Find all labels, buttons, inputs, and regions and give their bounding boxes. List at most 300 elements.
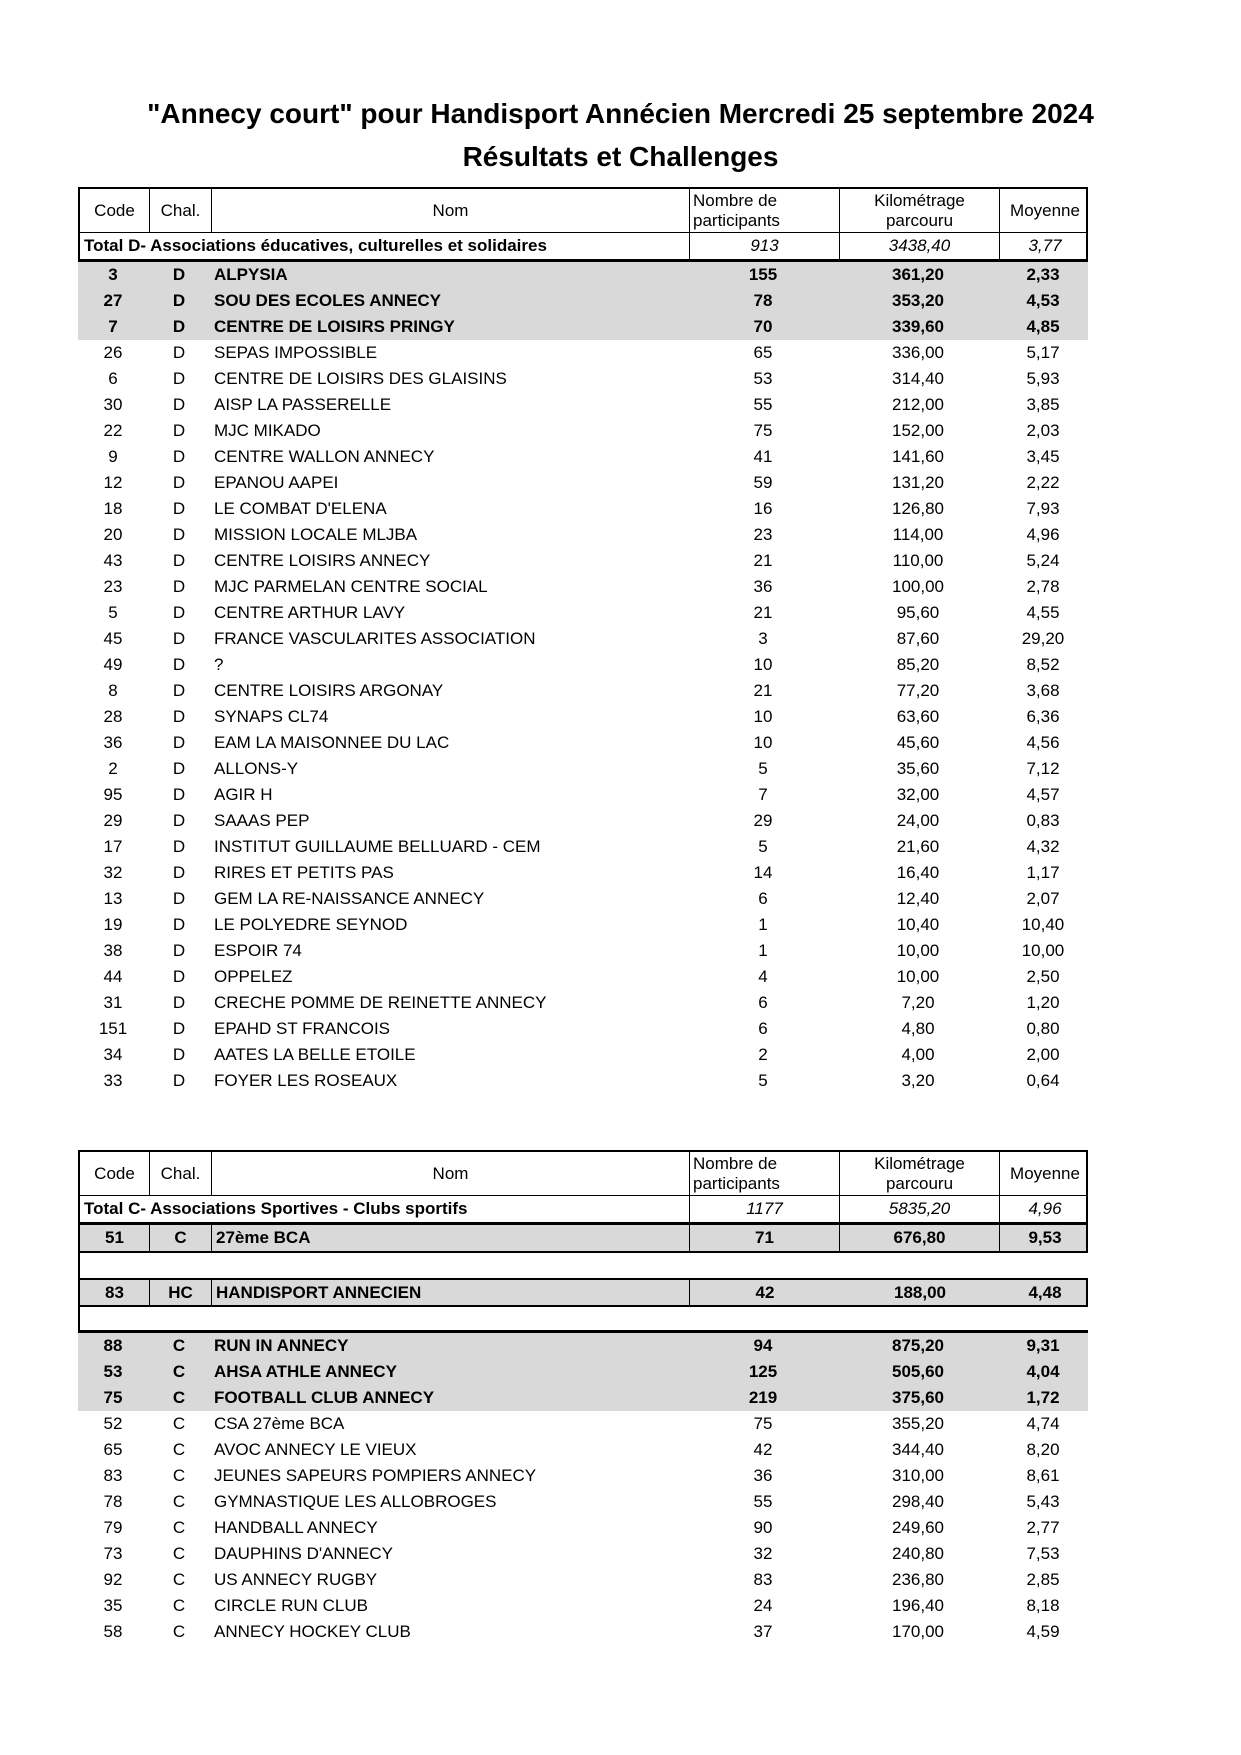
cell-moyenne: 4,85	[1026, 317, 1060, 336]
cell-chal: D	[172, 603, 186, 622]
cell-kilometrage: 339,60	[892, 317, 944, 336]
cell-nom: FRANCE VASCULARITES ASSOCIATION	[214, 629, 536, 648]
total-moyenne: 3,77	[1028, 236, 1062, 255]
table-row	[78, 496, 1088, 522]
cell-moyenne: 3,45	[1026, 447, 1060, 466]
cell-participants: 21	[753, 681, 773, 700]
cell-moyenne: 4,59	[1026, 1622, 1060, 1641]
cell-kilometrage: 21,60	[896, 837, 940, 856]
table-row	[78, 1016, 1088, 1042]
cell-code: 35	[103, 1596, 123, 1615]
cell-kilometrage: 87,60	[896, 629, 940, 648]
total-participants: 1177	[690, 1196, 840, 1222]
cell-participants: 3	[758, 629, 768, 648]
cell-participants: 10	[753, 707, 773, 726]
table-row	[78, 366, 1088, 392]
cell-code: 2	[108, 759, 118, 778]
cell-nom: RIRES ET PETITS PAS	[214, 863, 394, 882]
column-header-kilometrage	[840, 1152, 1000, 1195]
cell-kilometrage: 188,00	[894, 1283, 946, 1302]
cell-moyenne: 5,17	[1026, 343, 1060, 362]
cell-participants: 37	[753, 1622, 773, 1641]
cell-chal: D	[172, 681, 186, 700]
table-row	[78, 626, 1088, 652]
table-row	[78, 1042, 1088, 1068]
cell-nom: CENTRE WALLON ANNECY	[214, 447, 435, 466]
cell-participants: 94	[753, 1336, 773, 1355]
cell-nom: HANDBALL ANNECY	[214, 1518, 378, 1537]
cell-code: 45	[103, 629, 123, 648]
table-total-row	[78, 1196, 1088, 1225]
cell-chal: C	[172, 1622, 186, 1641]
cell-moyenne: 8,18	[1026, 1596, 1060, 1615]
cell-nom: DAUPHINS D'ANNECY	[214, 1544, 393, 1563]
cell-nom: AGIR H	[214, 785, 273, 804]
cell-chal: C	[172, 1388, 186, 1407]
cell-participants: 21	[753, 551, 773, 570]
table-clubs-sportifs	[78, 1150, 1088, 1645]
cell-kilometrage: 85,20	[896, 655, 940, 674]
column-header-participants	[690, 189, 840, 232]
table-row	[78, 1515, 1088, 1541]
cell-moyenne: 2,77	[1026, 1518, 1060, 1537]
cell-code: 29	[103, 811, 123, 830]
cell-moyenne: 2,00	[1026, 1045, 1060, 1064]
cell-moyenne: 5,24	[1026, 551, 1060, 570]
table-row	[78, 1619, 1088, 1645]
cell-participants: 125	[748, 1362, 778, 1381]
cell-nom: ESPOIR 74	[214, 941, 302, 960]
table-row	[78, 444, 1088, 470]
cell-participants: 14	[753, 863, 773, 882]
cell-participants: 5	[758, 837, 768, 856]
cell-nom: MJC PARMELAN CENTRE SOCIAL	[214, 577, 488, 596]
cell-participants: 53	[753, 369, 773, 388]
cell-chal: D	[172, 317, 186, 336]
table-row	[78, 1333, 1088, 1359]
cell-kilometrage: 16,40	[896, 863, 940, 882]
cell-chal: D	[172, 499, 186, 518]
cell-chal: D	[172, 941, 186, 960]
table-row	[78, 1068, 1088, 1094]
cell-chal: D	[172, 889, 186, 908]
cell-nom: EPANOU AAPEI	[214, 473, 339, 492]
column-header-code: Code	[80, 189, 150, 232]
cell-participants: 10	[753, 733, 773, 752]
cell-moyenne: 0,80	[1026, 1019, 1060, 1038]
cell-participants: 4	[758, 967, 768, 986]
cell-participants: 24	[753, 1596, 773, 1615]
cell-code: 19	[103, 915, 123, 934]
cell-nom: 27ème BCA	[212, 1225, 690, 1251]
cell-nom: CRECHE POMME DE REINETTE ANNECY	[214, 993, 547, 1012]
cell-code: 33	[103, 1071, 123, 1090]
cell-moyenne: 6,36	[1026, 707, 1060, 726]
cell-code: 83	[103, 1466, 123, 1485]
cell-chal: D	[172, 395, 186, 414]
cell-nom: SYNAPS CL74	[214, 707, 329, 726]
column-header-participants-line2: participants	[693, 210, 780, 230]
cell-nom: AATES LA BELLE ETOILE	[214, 1045, 416, 1064]
cell-code: 151	[98, 1019, 128, 1038]
cell-participants: 75	[753, 1414, 773, 1433]
cell-participants: 42	[753, 1440, 773, 1459]
cell-chal: D	[172, 447, 186, 466]
cell-participants: 75	[753, 421, 773, 440]
cell-chal: D	[172, 291, 186, 310]
table-row	[78, 834, 1088, 860]
cell-chal: C	[172, 1362, 186, 1381]
column-header-participants-line2: participants	[693, 1173, 780, 1193]
cell-kilometrage: 12,40	[896, 889, 940, 908]
table-row	[78, 756, 1088, 782]
cell-code: 7	[108, 317, 118, 336]
cell-moyenne: 4,55	[1026, 603, 1060, 622]
table-row	[78, 990, 1088, 1016]
cell-nom: ALLONS-Y	[214, 759, 299, 778]
cell-nom: SEPAS IMPOSSIBLE	[214, 343, 378, 362]
cell-kilometrage: 95,60	[896, 603, 940, 622]
cell-moyenne: 4,04	[1026, 1362, 1060, 1381]
cell-code: 34	[103, 1045, 123, 1064]
cell-code: 26	[103, 343, 123, 362]
cell-moyenne: 2,50	[1026, 967, 1060, 986]
cell-moyenne: 4,48	[1028, 1283, 1062, 1302]
cell-kilometrage: 212,00	[892, 395, 944, 414]
cell-kilometrage: 10,00	[896, 941, 940, 960]
table-row	[78, 1463, 1088, 1489]
cell-nom: SAAAS PEP	[214, 811, 310, 830]
cell-code: 79	[103, 1518, 123, 1537]
cell-moyenne: 8,20	[1026, 1440, 1060, 1459]
table-row	[78, 1489, 1088, 1515]
table-row	[78, 600, 1088, 626]
cell-chal: D	[172, 265, 186, 284]
column-header-chal: Chal.	[150, 189, 212, 232]
cell-nom: LE COMBAT D'ELENA	[214, 499, 387, 518]
cell-chal: C	[172, 1336, 186, 1355]
cell-participants: 10	[753, 655, 773, 674]
cell-chal: D	[172, 421, 186, 440]
cell-code: 36	[103, 733, 123, 752]
cell-chal: D	[172, 1071, 186, 1090]
cell-participants: 78	[753, 291, 773, 310]
cell-code: 6	[108, 369, 118, 388]
cell-nom: ANNECY HOCKEY CLUB	[214, 1622, 411, 1641]
column-header-participants-line1: Nombre de	[693, 190, 778, 210]
table-row	[78, 938, 1088, 964]
cell-moyenne: 0,64	[1026, 1071, 1060, 1090]
cell-chal: C	[172, 1570, 186, 1589]
cell-chal: D	[172, 915, 186, 934]
cell-code: 8	[108, 681, 118, 700]
cell-chal: D	[172, 993, 186, 1012]
cell-participants: 6	[758, 889, 768, 908]
cell-chal: D	[172, 525, 186, 544]
cell-participants: 7	[758, 785, 768, 804]
cell-kilometrage: 505,60	[892, 1362, 944, 1381]
column-header-nom: Nom	[212, 1152, 690, 1195]
cell-participants: 1	[758, 941, 768, 960]
cell-chal: D	[172, 785, 186, 804]
table-row	[78, 704, 1088, 730]
table-row	[78, 1385, 1088, 1411]
cell-chal: C	[172, 1414, 186, 1433]
table-row	[78, 730, 1088, 756]
table-row	[78, 574, 1088, 600]
cell-nom: FOYER LES ROSEAUX	[214, 1071, 398, 1090]
column-header-kilometrage	[840, 189, 1000, 232]
cell-moyenne: 4,57	[1026, 785, 1060, 804]
cell-moyenne: 3,85	[1026, 395, 1060, 414]
cell-moyenne: 2,22	[1026, 473, 1060, 492]
cell-moyenne: 2,78	[1026, 577, 1060, 596]
cell-moyenne: 7,12	[1026, 759, 1060, 778]
cell-nom: OPPELEZ	[214, 967, 293, 986]
cell-code: 9	[108, 447, 118, 466]
column-header-participants-line1: Nombre de	[693, 1153, 778, 1173]
table-row	[78, 340, 1088, 366]
cell-code: 52	[103, 1414, 123, 1433]
cell-participants: 32	[753, 1544, 773, 1563]
cell-kilometrage: 353,20	[892, 291, 944, 310]
cell-code: 17	[103, 837, 123, 856]
cell-participants: 6	[758, 993, 768, 1012]
cell-chal: D	[172, 577, 186, 596]
cell-kilometrage: 32,00	[896, 785, 940, 804]
cell-kilometrage: 298,40	[892, 1492, 944, 1511]
cell-participants: 55	[753, 395, 773, 414]
cell-chal: HC	[150, 1280, 212, 1305]
cell-kilometrage: 236,80	[892, 1570, 944, 1589]
table-row	[78, 782, 1088, 808]
table-row	[78, 548, 1088, 574]
cell-moyenne: 7,93	[1026, 499, 1060, 518]
cell-nom: JEUNES SAPEURS POMPIERS ANNECY	[214, 1466, 537, 1485]
cell-code: 28	[103, 707, 123, 726]
table-row	[78, 860, 1088, 886]
cell-kilometrage: 4,80	[901, 1019, 935, 1038]
cell-kilometrage: 45,60	[896, 733, 940, 752]
cell-participants: 29	[753, 811, 773, 830]
cell-nom: AHSA ATHLE ANNECY	[214, 1362, 397, 1381]
total-kilometrage: 5835,20	[840, 1196, 1000, 1222]
cell-moyenne: 2,85	[1026, 1570, 1060, 1589]
cell-code: 75	[103, 1388, 123, 1407]
cell-kilometrage: 114,00	[892, 525, 944, 544]
cell-moyenne: 1,17	[1026, 863, 1060, 882]
table-row	[78, 1359, 1088, 1385]
table-row	[78, 418, 1088, 444]
cell-kilometrage: 344,40	[892, 1440, 944, 1459]
cell-code: 44	[103, 967, 123, 986]
cell-participants: 21	[753, 603, 773, 622]
cell-code: 92	[103, 1570, 123, 1589]
cell-moyenne: 4,53	[1026, 291, 1060, 310]
cell-nom: INSTITUT GUILLAUME BELLUARD - CEM	[214, 837, 541, 856]
cell-kilometrage: 10,40	[896, 915, 940, 934]
cell-kilometrage: 249,60	[892, 1518, 944, 1537]
cell-chal: D	[172, 707, 186, 726]
table-row	[78, 392, 1088, 418]
cell-participants: 41	[753, 447, 773, 466]
cell-chal: D	[172, 629, 186, 648]
cell-chal: C	[150, 1225, 212, 1251]
cell-participants: 70	[753, 317, 773, 336]
column-header-moyenne: Moyenne	[1010, 200, 1080, 220]
cell-chal: D	[172, 473, 186, 492]
cell-participants: 83	[753, 1570, 773, 1589]
cell-moyenne: 4,96	[1026, 525, 1060, 544]
cell-chal: C	[172, 1440, 186, 1459]
cell-chal: C	[172, 1466, 186, 1485]
cell-kilometrage: 100,00	[892, 577, 944, 596]
cell-participants: 1	[758, 915, 768, 934]
cell-kilometrage: 131,20	[892, 473, 944, 492]
spacer-row	[78, 1307, 1088, 1333]
cell-kilometrage: 35,60	[896, 759, 940, 778]
cell-nom: CENTRE LOISIRS ANNECY	[214, 551, 431, 570]
cell-moyenne: 5,93	[1026, 369, 1060, 388]
cell-participants: 55	[753, 1492, 773, 1511]
page-title	[0, 92, 1241, 178]
cell-participants: 65	[753, 343, 773, 362]
cell-nom: EPAHD ST FRANCOIS	[214, 1019, 391, 1038]
cell-kilometrage: 63,60	[896, 707, 940, 726]
cell-chal: D	[172, 863, 186, 882]
cell-nom: MISSION LOCALE MLJBA	[214, 525, 418, 544]
cell-nom: SOU DES ECOLES ANNECY	[214, 291, 442, 310]
table-header-row	[78, 187, 1088, 233]
cell-participants: 219	[748, 1388, 778, 1407]
total-participants: 913	[690, 233, 840, 259]
cell-code: 23	[103, 577, 123, 596]
total-label: Total C- Associations Sportives - Clubs sportifs	[80, 1196, 690, 1222]
cell-kilometrage: 126,80	[892, 499, 944, 518]
cell-kilometrage: 196,40	[892, 1596, 944, 1615]
column-header-participants	[690, 1152, 840, 1195]
cell-chal: C	[172, 1492, 186, 1511]
cell-kilometrage: 10,00	[896, 967, 940, 986]
cell-moyenne: 10,40	[1021, 915, 1065, 934]
cell-code: 83	[80, 1280, 150, 1305]
cell-chal: C	[172, 1518, 186, 1537]
cell-moyenne: 0,83	[1026, 811, 1060, 830]
cell-participants: 71	[690, 1225, 840, 1251]
table-row	[78, 1278, 1088, 1307]
cell-participants: 90	[753, 1518, 773, 1537]
cell-chal: D	[172, 1019, 186, 1038]
cell-chal: D	[172, 811, 186, 830]
table-row	[78, 522, 1088, 548]
cell-moyenne: 3,68	[1026, 681, 1060, 700]
cell-code: 20	[103, 525, 123, 544]
cell-code: 5	[108, 603, 118, 622]
cell-chal: D	[172, 733, 186, 752]
cell-nom: GEM LA RE-NAISSANCE ANNECY	[214, 889, 485, 908]
cell-nom: ALPYSIA	[214, 265, 288, 284]
cell-kilometrage: 141,60	[892, 447, 944, 466]
cell-code: 18	[103, 499, 123, 518]
cell-code: 31	[103, 993, 123, 1012]
total-kilometrage: 3438,40	[840, 233, 1000, 259]
table-row	[78, 1225, 1088, 1253]
column-header-kilometrage-line2: parcouru	[885, 210, 954, 230]
cell-participants: 36	[753, 577, 773, 596]
cell-moyenne: 9,31	[1026, 1336, 1060, 1355]
column-header-code: Code	[80, 1152, 150, 1195]
cell-nom: LE POLYEDRE SEYNOD	[214, 915, 408, 934]
table-row	[78, 1541, 1088, 1567]
cell-code: 3	[108, 265, 118, 284]
cell-code: 32	[103, 863, 123, 882]
cell-chal: D	[172, 655, 186, 674]
cell-kilometrage: 240,80	[892, 1544, 944, 1563]
cell-code: 30	[103, 395, 123, 414]
cell-nom: CENTRE LOISIRS ARGONAY	[214, 681, 444, 700]
cell-participants: 36	[753, 1466, 773, 1485]
cell-code: 49	[103, 655, 123, 674]
cell-nom: GYMNASTIQUE LES ALLOBROGES	[214, 1492, 497, 1511]
table-row	[78, 1411, 1088, 1437]
cell-kilometrage: 375,60	[892, 1388, 944, 1407]
title-line-1: "Annecy court" pour Handisport Annécien Mercredi 25 septembre 2024	[147, 98, 1094, 129]
column-header-chal: Chal.	[150, 1152, 212, 1195]
total-label: Total D- Associations éducatives, culturelles et solidaires	[80, 233, 690, 259]
cell-moyenne: 29,20	[1021, 629, 1065, 648]
cell-kilometrage: 355,20	[892, 1414, 944, 1433]
table-row	[78, 1437, 1088, 1463]
cell-participants: 155	[748, 265, 778, 284]
table-row	[78, 652, 1088, 678]
cell-kilometrage: 24,00	[896, 811, 940, 830]
cell-kilometrage: 676,80	[840, 1225, 1000, 1251]
cell-chal: C	[172, 1544, 186, 1563]
total-moyenne: 4,96	[1028, 1199, 1062, 1218]
cell-participants: 16	[753, 499, 773, 518]
cell-code: 78	[103, 1492, 123, 1511]
cell-code: 13	[103, 889, 123, 908]
cell-kilometrage: 314,40	[892, 369, 944, 388]
cell-participants: 42	[755, 1283, 775, 1302]
cell-moyenne: 8,52	[1026, 655, 1060, 674]
column-header-nom: Nom	[212, 189, 690, 232]
cell-nom: AISP LA PASSERELLE	[214, 395, 392, 414]
cell-kilometrage: 170,00	[892, 1622, 944, 1641]
cell-participants: 2	[758, 1045, 768, 1064]
cell-code: 95	[103, 785, 123, 804]
cell-kilometrage: 4,00	[901, 1045, 935, 1064]
cell-code: 65	[103, 1440, 123, 1459]
cell-nom: EAM LA MAISONNEE DU LAC	[214, 733, 450, 752]
cell-nom: CENTRE DE LOISIRS PRINGY	[214, 317, 455, 336]
cell-moyenne: 4,74	[1026, 1414, 1060, 1433]
cell-kilometrage: 77,20	[896, 681, 940, 700]
cell-kilometrage: 361,20	[892, 265, 944, 284]
cell-chal: D	[172, 967, 186, 986]
table-row	[78, 470, 1088, 496]
cell-code: 12	[103, 473, 123, 492]
cell-moyenne: 2,33	[1026, 265, 1060, 284]
table-row	[78, 314, 1088, 340]
table-row	[78, 262, 1088, 288]
cell-kilometrage: 152,00	[892, 421, 944, 440]
cell-participants: 6	[758, 1019, 768, 1038]
cell-code: 58	[103, 1622, 123, 1641]
table-total-row	[78, 233, 1088, 262]
cell-moyenne: 4,56	[1026, 733, 1060, 752]
cell-nom: CSA 27ème BCA	[214, 1414, 345, 1433]
